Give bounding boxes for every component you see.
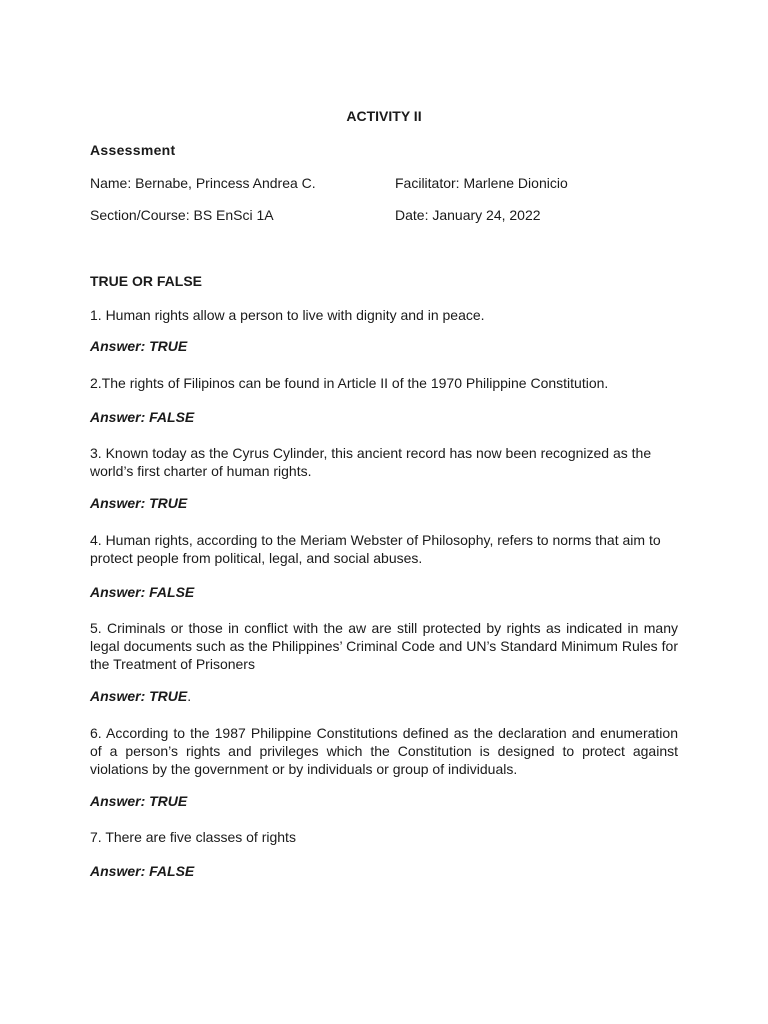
date: Date: January 24, 2022 bbox=[395, 207, 541, 223]
question-1: 1. Human rights allow a person to live with dignity and in peace. bbox=[90, 307, 485, 323]
document-page bbox=[90, 0, 678, 1024]
question-5: 5. Criminals or those in conflict with the aw are still protected by rights as indicated in many legal documents such as the Philippines’ Criminal Code and UN’s Standard Minimum Rules for the Treatment of Prisoners bbox=[90, 620, 678, 672]
question-7: 7. There are five classes of rights bbox=[90, 829, 296, 845]
question-6: 6. According to the 1987 Philippine Constitutions defined as the declaration and enumeration of a person’s rights and privileges which the Constitution is designed to protect against violations by the government or by individuals or group of individuals. bbox=[90, 725, 678, 777]
answer-1-text: Answer: TRUE bbox=[90, 338, 188, 354]
answer-3-text: Answer: TRUE bbox=[90, 495, 188, 511]
answer-5-text: Answer: TRUE bbox=[90, 688, 188, 704]
info-row-section bbox=[90, 207, 678, 225]
answer-2-text: Answer: FALSE bbox=[90, 409, 195, 425]
student-name: Name: Bernabe, Princess Andrea C. bbox=[90, 175, 316, 191]
facilitator-name: Facilitator: Marlene Dionicio bbox=[395, 175, 568, 191]
info-row-name bbox=[90, 175, 678, 193]
answer-6 bbox=[90, 793, 187, 809]
answer-4-text: Answer: FALSE bbox=[90, 584, 195, 600]
answer-5 bbox=[90, 688, 191, 704]
answer-2 bbox=[90, 409, 194, 425]
question-3: 3. Known today as the Cyrus Cylinder, this ancient record has now been recognized as the world’s first charter of human rights. bbox=[90, 445, 652, 479]
true-or-false-heading: TRUE OR FALSE bbox=[90, 273, 203, 289]
answer-5-suffix: . bbox=[187, 688, 192, 704]
question-4: 4. Human rights, according to the Meriam Webster of Philosophy, refers to norms that aim to protect people from political, legal, and social abuses. bbox=[90, 532, 661, 566]
answer-1 bbox=[90, 338, 187, 354]
answer-3 bbox=[90, 495, 187, 511]
question-2: 2.The rights of Filipinos can be found in Article II of the 1970 Philippine Constitution. bbox=[90, 375, 609, 391]
assessment-heading: Assessment bbox=[90, 142, 176, 158]
answer-6-text: Answer: TRUE bbox=[90, 793, 188, 809]
answer-7-text: Answer: FALSE bbox=[90, 863, 195, 879]
answer-7 bbox=[90, 863, 194, 879]
section-course: Section/Course: BS EnSci 1A bbox=[90, 207, 274, 223]
answer-4 bbox=[90, 584, 194, 600]
document-title: ACTIVITY II bbox=[346, 108, 422, 124]
